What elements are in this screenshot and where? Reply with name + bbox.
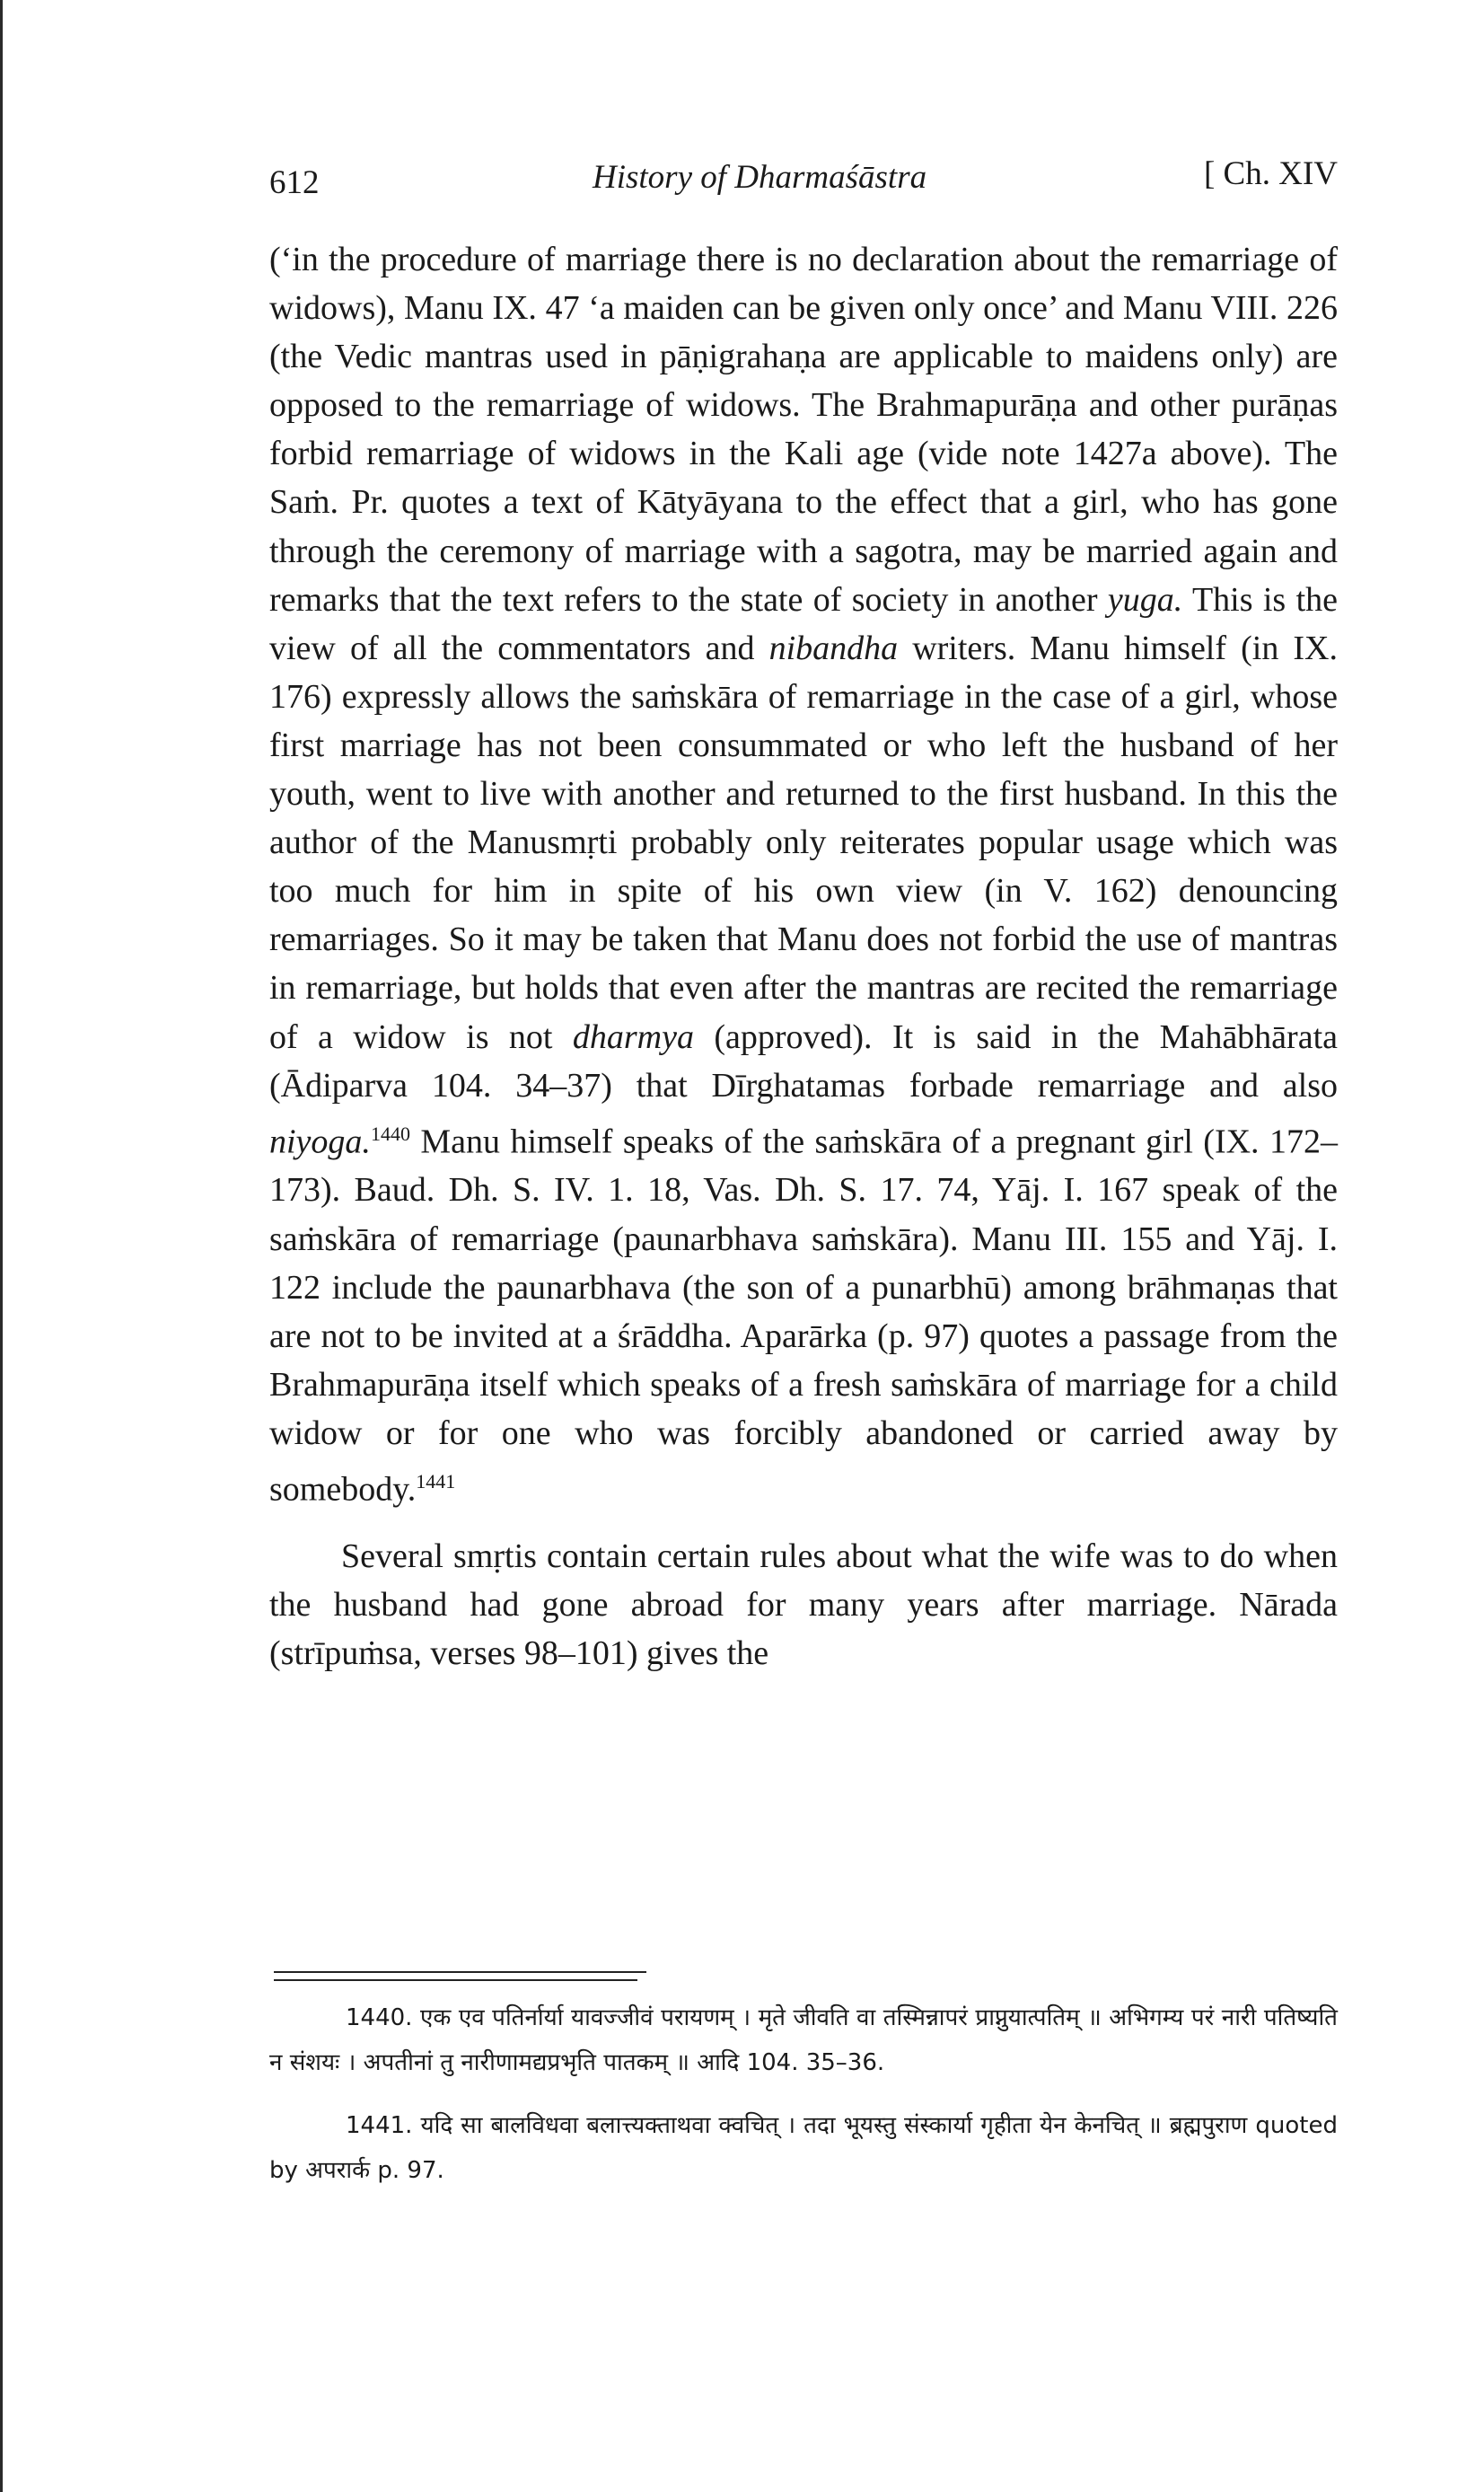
paragraph-1-text-4: (approved). It is said in the Mahābhārata (Ādiparva 104. 34–37) that Dīrghatamas forbade remarriage and also bbox=[269, 1017, 1338, 1105]
main-text bbox=[269, 235, 1338, 1677]
footnote-1440 bbox=[269, 1995, 1338, 2085]
footnote-ref-1440: 1440 bbox=[370, 1122, 410, 1145]
footnotes bbox=[269, 1995, 1338, 2193]
footnote-1441 bbox=[269, 2103, 1338, 2193]
italic-term-niyoga: niyoga. bbox=[269, 1123, 371, 1161]
paragraph-2: Several smṛtis contain certain rules about what the wife was to do when the husband had gone abroad for many years after marriage. Nārada (strīpuṁsa, verses 98–101) gives the bbox=[269, 1537, 1338, 1672]
italic-term-nibandha: nibandha bbox=[768, 629, 899, 667]
page-header bbox=[269, 154, 1338, 208]
italic-term-dharmya: dharmya bbox=[572, 1017, 694, 1056]
footnote-rule-second bbox=[274, 1979, 637, 1981]
italic-term-yuga: yuga. bbox=[1107, 580, 1183, 619]
paragraph-1-text-5: Manu himself speaks of the saṁskāra of a pregnant girl (IX. 172–173). Baud. Dh. S. IV. 1. 18, Vas. Dh. S. 17. 74, Yāj. I. 167 speak of the saṁskāra of remarriage (paunarbhava saṁskāra). Manu III. 155 and Yāj. I. 122 include the paunarbhava (the son of a punarbhū) among brāhmaṇas that are not to be invited at a śrāddha. Aparārka (p. 97) quotes a passage from the Brahmapurāṇa itself which speaks of a fresh saṁskāra of marriage for a child widow or for one who was forcibly abandoned or carried away by somebody. bbox=[269, 1123, 1338, 1509]
footnote-ref-1441: 1441 bbox=[416, 1470, 456, 1493]
paragraph-1 bbox=[269, 235, 1338, 1514]
footnote-number: 1440. bbox=[346, 2004, 413, 2031]
running-title: History of Dharmaśāstra bbox=[593, 159, 927, 196]
footnote-text: यदि सा बालविधवा बलात्त्यक्ताथवा क्वचित् । तदा भूयस्तु संस्कार्या गृहीता येन केनचित् ॥ ब्रह्मपुराण quoted by अपरार्क p. 97. bbox=[269, 2112, 1338, 2184]
scan-edge-line bbox=[0, 0, 3, 2492]
footnote-text: एक एव पतिर्नार्या यावज्जीवं परायणम् । मृते जीवति वा तस्मिन्नापरं प्राप्नुयात्पतिम् ॥ अभिगम्य परं नारी पतिष्यति न संशयः । अपतीनां तु नारीणामद्यप्रभृति पातकम् ॥ आदि 104. 35–36. bbox=[269, 2004, 1339, 2076]
page-number: 612 bbox=[269, 164, 320, 201]
chapter-label: [ Ch. XIV bbox=[1203, 155, 1338, 192]
paragraph-1-text-1: (‘in the procedure of marriage there is no declaration about the remarriage of widows), Manu IX. 47 ‘a maiden can be given only once’ and Manu VIII. 226 (the Vedic mantras used in pāṇigrahaṇa are applicable to maidens only) are opposed to the remarriage of widows. The Brahmapurāṇa and other purāṇas forbid remarriage of widows in the Kali age (vide note 1427a above). The Saṁ. Pr. quotes a text of Kātyāyana to the effect that a girl, who has gone through the ceremony of marriage with a sagotra, may be married again and remarks that the text refers to the state of society in another bbox=[269, 241, 1338, 619]
footnote-rule bbox=[274, 1971, 646, 1973]
paragraph-1-text-3: writers. Manu himself (in IX. 176) expressly allows the saṁskāra of remarriage in the case of a girl, whose first marriage has not been consummated or who left the husband of her youth, went to live with another and returned to the first husband. In this the author of the Manusmṛti probably only reiterates popular usage which was too much for him in spite of his own view (in V. 162) denouncing remarriages. So it may be taken that Manu does not forbid the use of mantras in remarriage, but holds that even after the mantras are recited the remarriage of a widow is not bbox=[269, 629, 1338, 1056]
footnote-number: 1441. bbox=[346, 2112, 413, 2139]
paragraph-1-text-2: This is the view of all the commentators and bbox=[269, 580, 1339, 667]
